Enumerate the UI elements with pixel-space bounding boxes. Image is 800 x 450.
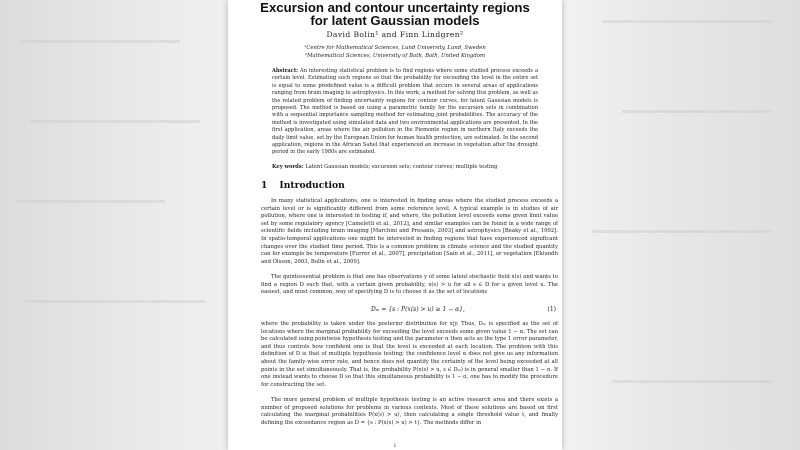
paper-title-line-1: Excursion and contour uncertainty regions — [260, 0, 530, 15]
ghost-line — [20, 40, 180, 43]
paper-title-line-2: for latent Gaussian models — [310, 13, 480, 28]
page-number: 1 — [393, 443, 397, 449]
ghost-line — [15, 200, 165, 203]
paragraph-2: The quintessential problem is that one has observations y of some latent stochastic field x(s) and wants to find a region D such that, with a certain given probability, x(s) > u for all s ∈ D for a given level u. The easiest, and most common, way of specifying D is to choose it as the set of locations — [261, 274, 558, 296]
abstract-label: Abstract: — [272, 68, 299, 74]
paragraph-4: The more general problem of multiple hypothesis testing is an active research area and there exists a number of proposed solutions for problems in various contexts. Most of these solutions are based on first calculating the marginal probabilities P(x(s) > u), then calculating a single threshold value t, and finally defining the exceedance region as D = {s : P(x(s) > u) > t}. The methods differ in — [261, 397, 558, 426]
paper-page — [228, 0, 562, 450]
abstract-text: An interesting statistical problem is to find regions where some studied process exceeds a certain level. Estimating such regions so that the probability for exceeding the level in the entire set is equal to some predefined value is a difficult problem that occurs in several areas of applications ranging from brain imaging to astrophysics. In this work, a method for solving this problem, as well as the related problem of finding uncertainty regions for contour curves, for latent Gaussian models is proposed. The method is based on using a parametric family for the excursion sets in combination with a sequential importance sampling method for estimating joint probabilities. The accuracy of the method is investigated using simulated data and two environmental applications are presented. In the first application, areas where the air pollution in the Piemonte region in northern Italy exceeds the daily limit value, set by the European Union for human health protection, are estimated. In the second application, regions in the African Sahel that experienced an increase in vegetation after the drought period in the early 1980s are estimated. — [272, 68, 539, 156]
ghost-line — [30, 120, 200, 123]
right-blurred-background — [562, 0, 800, 450]
equation-body: Dₘ = {s : P(x(s) > u) ≥ 1 − α}, — [371, 306, 465, 313]
ghost-line — [612, 380, 772, 383]
affiliation-2: ²Mathematical Sciences, University of Bath, Bath, United Kingdom — [304, 53, 486, 59]
keywords-label: Key words: — [272, 164, 304, 170]
keywords — [272, 164, 538, 170]
paragraph-3: where the probability is taken under the posterior distribution for x|y. Thus, Dₘ is specified as the set of locations where the marginal probability for exceeding the level exceeds some given value 1 − α. The set can be calculated using pointwise hypothesis testing and the parameter α then acts as the type 1 error parameter, and thus controls how confident one is that the level is exceeded at each location. The problem with this definition of D is that of multiple hypothesis testing; the confidence level α does not give us any information about the family-wise error rate, and hence does not quantify the certainty of the level being exceeded at all points in the set simultaneously. That is, the probability P(x(s) > u, s ∈ Dₘ) is in general smaller than 1 − α. If one instead wants to choose D so that this simultaneous probability is 1 − α, one has to modify the procedure for constructing the set. — [261, 321, 559, 388]
ghost-line — [592, 230, 772, 233]
paragraph-1: In many statistical applications, one is interested in finding areas where the studied process exceeds a certain level or is significantly different from some reference level. A typical example is in studies of air pollution, where one is interested in testing if, and where, the pollution level exceeds some given limit value set by some regulatory agency [Cameletti et al., 2012], and similar examples can be found in a wide range of scientific fields including brain imaging [Marchini and Presanis, 2003] and astrophysics [Beaky et al., 1992]. In spatio-temporal applications one might be interested in finding regions that have experienced significant changes over the studied time period. This is a common problem in climate science and the studied quantity can for example be temperature [Furrer et al., 2007], precipitation [Sain et al., 2011], or vegetation [Eklundh and Olsson, 2003, Bolin et al., 2009]. — [261, 198, 558, 265]
keywords-text: Latent Gaussian models; excursion sets; contour curves; multiple testing — [305, 164, 498, 170]
abstract — [272, 68, 538, 157]
ghost-line — [622, 110, 772, 113]
equation-number: (1) — [547, 306, 556, 313]
affiliation-1: ¹Centre for Mathematical Sciences, Lund University, Lund, Sweden — [304, 45, 486, 51]
authors: David Bolin¹ and Finn Lindgren² — [326, 30, 464, 39]
section-heading — [261, 180, 345, 191]
ghost-line — [25, 300, 205, 303]
ghost-line — [602, 20, 772, 23]
section-number: 1 — [261, 180, 268, 191]
section-title: Introduction — [279, 180, 345, 191]
equation-1 — [261, 306, 558, 316]
left-blurred-background — [0, 0, 228, 450]
